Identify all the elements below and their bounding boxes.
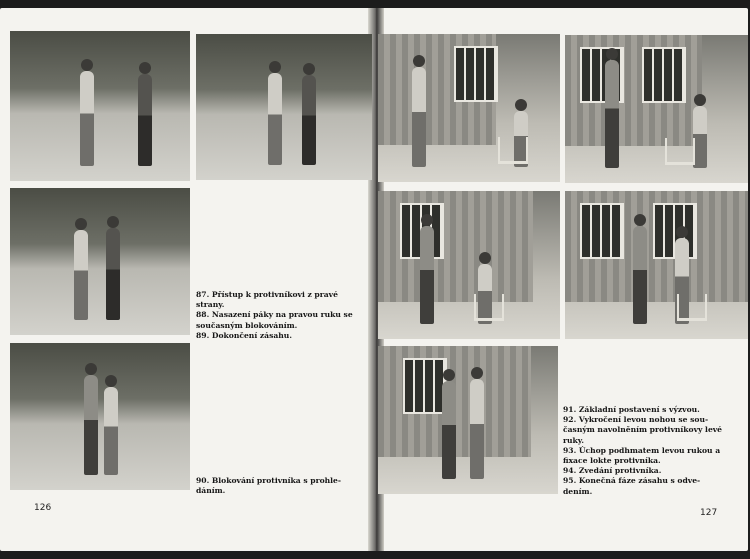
photo-95 [378,346,558,494]
caption-line: současným blokováním. [196,320,298,330]
photo-93 [378,191,560,339]
caption-line: strany. [196,300,225,310]
caption-line: 91. Základní postavení s výzvou. [563,405,700,414]
caption-line: časným navolněním protivníkovy levé [563,425,723,435]
photo-92 [565,35,748,183]
caption-line: 90. Blokování protivníka s prohle- [196,476,342,485]
right-caption-block-91-95 [563,405,745,497]
caption-line: 93. Úchop podhmatem levou rukou a [563,445,721,455]
photo-94 [565,191,748,339]
caption-line: 87. Přístup k protivníkovi z pravé [196,290,338,299]
caption-line: fixace lokte protivníka. [563,456,661,466]
photo-87 [10,31,190,181]
photo-88 [196,34,372,180]
left-caption-block-90 [196,476,366,496]
caption-line: 95. Konečná fáze zásahu s odve- [563,476,701,486]
caption-line: ruky. [563,435,584,445]
caption-line: dáním. [196,486,226,496]
caption-line: dením. [563,486,593,496]
caption-line: 89. Dokončení zásahu. [196,330,292,340]
page-number-right: 127 [700,508,718,518]
photo-89 [10,188,190,335]
left-caption-block-87-89 [196,290,366,341]
caption-line: 94. Zvedání protivníka. [563,466,662,476]
photo-91 [378,34,560,182]
caption-line: 92. Vykročení levou nohou se sou- [563,415,709,425]
photo-90 [10,343,190,490]
caption-line: 88. Nasazení páky na pravou ruku se [196,310,353,320]
page-number-left: 126 [34,503,52,513]
